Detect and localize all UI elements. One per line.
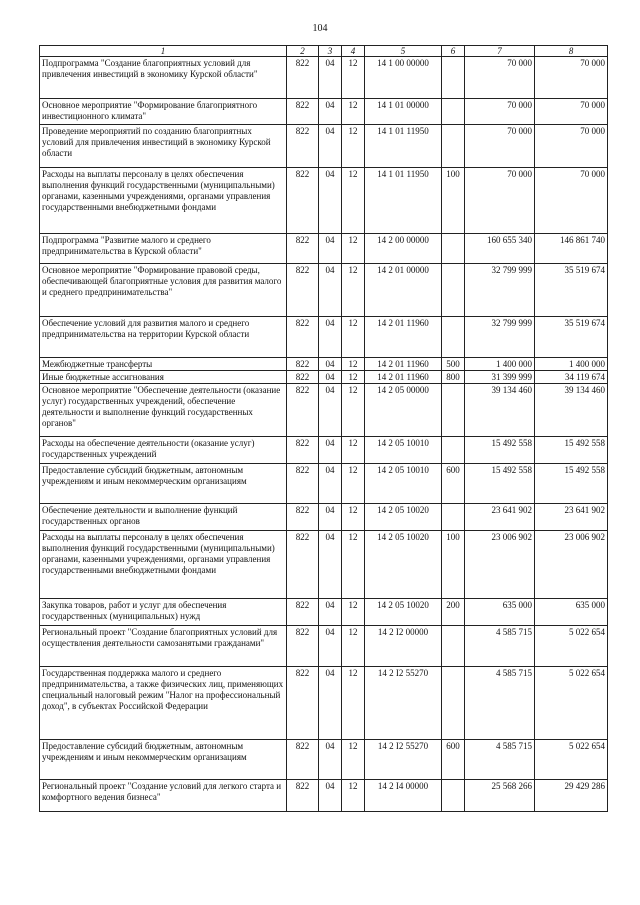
- cell-amount-year-2: 15 492 558: [535, 437, 608, 464]
- cell-target-article: 14 1 00 00000: [365, 57, 442, 99]
- cell-expense-type: [442, 317, 465, 358]
- cell-amount-year-1: 15 492 558: [465, 464, 535, 504]
- cell-name: Региональный проект "Создание условий для легкого старта и комфортного ведения бизнеса": [40, 780, 287, 812]
- cell-admin-code: 822: [287, 358, 319, 371]
- cell-amount-year-2: 34 119 674: [535, 371, 608, 384]
- cell-expense-type: [442, 626, 465, 667]
- cell-target-article: 14 1 01 11950: [365, 168, 442, 234]
- budget-table: [39, 45, 608, 812]
- cell-subsection: 12: [342, 626, 365, 667]
- cell-expense-type: [442, 99, 465, 125]
- cell-name: Основное мероприятие "Формирование благоприятного инвестиционного климата": [40, 99, 287, 125]
- cell-expense-type: [442, 667, 465, 740]
- cell-admin-code: 822: [287, 626, 319, 667]
- cell-amount-year-2: 39 134 460: [535, 384, 608, 437]
- cell-target-article: 14 2 00 00000: [365, 234, 442, 264]
- cell-target-article: 14 2 05 10020: [365, 599, 442, 626]
- cell-name: Региональный проект "Создание благоприятных условий для осуществления деятельности самозанятыми гражданами": [40, 626, 287, 667]
- cell-amount-year-1: 32 799 999: [465, 264, 535, 317]
- cell-name: Предоставление субсидий бюджетным, автономным учреждениям и иным некоммерческим организациям: [40, 740, 287, 780]
- cell-name: Иные бюджетные ассигнования: [40, 371, 287, 384]
- cell-target-article: 14 1 01 11950: [365, 125, 442, 168]
- cell-amount-year-1: 15 492 558: [465, 437, 535, 464]
- cell-amount-year-1: 31 399 999: [465, 371, 535, 384]
- table-row: [40, 317, 608, 358]
- cell-admin-code: 822: [287, 437, 319, 464]
- table-row: [40, 464, 608, 504]
- table-row: [40, 599, 608, 626]
- cell-name: Межбюджетные трансферты: [40, 358, 287, 371]
- cell-target-article: 14 2 01 00000: [365, 264, 442, 317]
- page-number: 104: [312, 23, 328, 34]
- cell-amount-year-2: 23 641 902: [535, 504, 608, 531]
- cell-expense-type: 600: [442, 464, 465, 504]
- table-row: [40, 780, 608, 812]
- cell-expense-type: 600: [442, 740, 465, 780]
- cell-amount-year-1: 4 585 715: [465, 667, 535, 740]
- cell-name: Обеспечение деятельности и выполнение функций государственных органов: [40, 504, 287, 531]
- cell-section: 04: [319, 358, 342, 371]
- table-row: [40, 626, 608, 667]
- cell-admin-code: 822: [287, 384, 319, 437]
- cell-admin-code: 822: [287, 504, 319, 531]
- cell-section: 04: [319, 740, 342, 780]
- cell-admin-code: 822: [287, 264, 319, 317]
- cell-expense-type: 200: [442, 599, 465, 626]
- cell-amount-year-1: 25 568 266: [465, 780, 535, 812]
- cell-expense-type: 500: [442, 358, 465, 371]
- cell-target-article: 14 2 I2 55270: [365, 740, 442, 780]
- cell-expense-type: 100: [442, 168, 465, 234]
- header-col-2: 2: [287, 46, 319, 57]
- table-row: [40, 99, 608, 125]
- cell-target-article: 14 2 05 10020: [365, 504, 442, 531]
- cell-admin-code: 822: [287, 667, 319, 740]
- cell-amount-year-2: 15 492 558: [535, 464, 608, 504]
- cell-section: 04: [319, 531, 342, 599]
- cell-section: 04: [319, 99, 342, 125]
- cell-amount-year-1: 4 585 715: [465, 740, 535, 780]
- cell-name: Расходы на выплаты персоналу в целях обеспечения выполнения функций государственными (муниципальными) органами, казенными учреждениями, органами управления государственными внебюджетными фондами: [40, 168, 287, 234]
- cell-amount-year-1: 70 000: [465, 57, 535, 99]
- header-col-1: 1: [40, 46, 287, 57]
- cell-amount-year-2: 70 000: [535, 125, 608, 168]
- cell-admin-code: 822: [287, 317, 319, 358]
- cell-section: 04: [319, 437, 342, 464]
- cell-expense-type: 800: [442, 371, 465, 384]
- cell-name: Основное мероприятие "Обеспечение деятельности (оказание услуг) государственных учреждений, обеспечение деятельности и выполнение функций государственных органов": [40, 384, 287, 437]
- cell-subsection: 12: [342, 125, 365, 168]
- cell-subsection: 12: [342, 384, 365, 437]
- cell-section: 04: [319, 125, 342, 168]
- cell-amount-year-2: 5 022 654: [535, 740, 608, 780]
- header-col-6: 6: [442, 46, 465, 57]
- cell-section: 04: [319, 234, 342, 264]
- cell-amount-year-1: 635 000: [465, 599, 535, 626]
- cell-section: 04: [319, 317, 342, 358]
- cell-section: 04: [319, 504, 342, 531]
- table-row: [40, 125, 608, 168]
- cell-subsection: 12: [342, 667, 365, 740]
- cell-amount-year-2: 70 000: [535, 57, 608, 99]
- cell-subsection: 12: [342, 358, 365, 371]
- cell-amount-year-2: 70 000: [535, 168, 608, 234]
- cell-expense-type: [442, 384, 465, 437]
- cell-name: Обеспечение условий для развития малого и среднего предпринимательства на территории Курской области: [40, 317, 287, 358]
- cell-name: Проведение мероприятий по созданию благоприятных условий для привлечения инвестиций в экономику Курской области: [40, 125, 287, 168]
- cell-target-article: 14 2 05 10010: [365, 464, 442, 504]
- cell-name: Расходы на обеспечение деятельности (оказание услуг) государственных учреждений: [40, 437, 287, 464]
- cell-target-article: 14 2 01 11960: [365, 358, 442, 371]
- cell-amount-year-2: 23 006 902: [535, 531, 608, 599]
- cell-expense-type: [442, 504, 465, 531]
- cell-subsection: 12: [342, 437, 365, 464]
- cell-name: Государственная поддержка малого и среднего предпринимательства, а также физических лиц, применяющих специальный налоговый режим "Налог на профессиональный доход", в субъектах Российской Федерации: [40, 667, 287, 740]
- cell-amount-year-1: 160 655 340: [465, 234, 535, 264]
- cell-name: Подпрограмма "Создание благоприятных условий для привлечения инвестиций в экономику Курской области": [40, 57, 287, 99]
- table-row: [40, 168, 608, 234]
- header-col-7: 7: [465, 46, 535, 57]
- cell-section: 04: [319, 57, 342, 99]
- cell-amount-year-1: 70 000: [465, 99, 535, 125]
- cell-expense-type: [442, 437, 465, 464]
- cell-section: 04: [319, 371, 342, 384]
- cell-subsection: 12: [342, 168, 365, 234]
- cell-admin-code: 822: [287, 464, 319, 504]
- cell-admin-code: 822: [287, 371, 319, 384]
- cell-admin-code: 822: [287, 599, 319, 626]
- cell-section: 04: [319, 464, 342, 504]
- cell-amount-year-1: 23 641 902: [465, 504, 535, 531]
- cell-amount-year-2: 29 429 286: [535, 780, 608, 812]
- cell-expense-type: [442, 57, 465, 99]
- cell-amount-year-2: 35 519 674: [535, 317, 608, 358]
- cell-subsection: 12: [342, 740, 365, 780]
- header-row: [40, 46, 608, 57]
- cell-name: Основное мероприятие "Формирование правовой среды, обеспечивающей благоприятные условия для развития малого и среднего предпринимательства": [40, 264, 287, 317]
- cell-target-article: 14 1 01 00000: [365, 99, 442, 125]
- cell-section: 04: [319, 667, 342, 740]
- table-row: [40, 384, 608, 437]
- cell-target-article: 14 2 I2 00000: [365, 626, 442, 667]
- cell-amount-year-1: 4 585 715: [465, 626, 535, 667]
- table-row: [40, 667, 608, 740]
- cell-subsection: 12: [342, 599, 365, 626]
- cell-amount-year-1: 70 000: [465, 168, 535, 234]
- cell-admin-code: 822: [287, 234, 319, 264]
- cell-name: Расходы на выплаты персоналу в целях обеспечения выполнения функций государственными (муниципальными) органами, казенными учреждениями, органами управления государственными внебюджетными фондами: [40, 531, 287, 599]
- cell-expense-type: [442, 780, 465, 812]
- cell-amount-year-1: 32 799 999: [465, 317, 535, 358]
- header-col-8: 8: [535, 46, 608, 57]
- header-col-4: 4: [342, 46, 365, 57]
- table-row: [40, 234, 608, 264]
- cell-admin-code: 822: [287, 740, 319, 780]
- cell-target-article: 14 2 01 11960: [365, 371, 442, 384]
- cell-amount-year-2: 70 000: [535, 99, 608, 125]
- cell-target-article: 14 2 I4 00000: [365, 780, 442, 812]
- cell-admin-code: 822: [287, 168, 319, 234]
- cell-admin-code: 822: [287, 125, 319, 168]
- cell-name: Предоставление субсидий бюджетным, автономным учреждениям и иным некоммерческим организациям: [40, 464, 287, 504]
- cell-subsection: 12: [342, 371, 365, 384]
- cell-subsection: 12: [342, 99, 365, 125]
- cell-amount-year-2: 635 000: [535, 599, 608, 626]
- cell-amount-year-2: 35 519 674: [535, 264, 608, 317]
- cell-amount-year-1: 1 400 000: [465, 358, 535, 371]
- cell-target-article: 14 2 01 11960: [365, 317, 442, 358]
- cell-section: 04: [319, 599, 342, 626]
- cell-target-article: 14 2 05 10010: [365, 437, 442, 464]
- cell-subsection: 12: [342, 504, 365, 531]
- cell-amount-year-2: 5 022 654: [535, 667, 608, 740]
- cell-amount-year-2: 5 022 654: [535, 626, 608, 667]
- cell-admin-code: 822: [287, 780, 319, 812]
- cell-subsection: 12: [342, 780, 365, 812]
- cell-subsection: 12: [342, 531, 365, 599]
- cell-subsection: 12: [342, 57, 365, 99]
- table-row: [40, 740, 608, 780]
- table-row: [40, 504, 608, 531]
- cell-section: 04: [319, 626, 342, 667]
- cell-amount-year-1: 70 000: [465, 125, 535, 168]
- table-row: [40, 371, 608, 384]
- cell-amount-year-2: 1 400 000: [535, 358, 608, 371]
- cell-name: Подпрограмма "Развитие малого и среднего предпринимательства в Курской области": [40, 234, 287, 264]
- cell-section: 04: [319, 780, 342, 812]
- cell-target-article: 14 2 05 00000: [365, 384, 442, 437]
- cell-admin-code: 822: [287, 531, 319, 599]
- table-body: [40, 57, 608, 812]
- cell-amount-year-2: 146 861 740: [535, 234, 608, 264]
- table-row: [40, 437, 608, 464]
- table-row: [40, 358, 608, 371]
- cell-expense-type: [442, 125, 465, 168]
- cell-amount-year-1: 23 006 902: [465, 531, 535, 599]
- cell-name: Закупка товаров, работ и услуг для обеспечения государственных (муниципальных) нужд: [40, 599, 287, 626]
- cell-subsection: 12: [342, 234, 365, 264]
- cell-section: 04: [319, 264, 342, 317]
- cell-expense-type: [442, 234, 465, 264]
- cell-target-article: 14 2 05 10020: [365, 531, 442, 599]
- cell-subsection: 12: [342, 264, 365, 317]
- header-col-5: 5: [365, 46, 442, 57]
- table-row: [40, 264, 608, 317]
- table-row: [40, 531, 608, 599]
- cell-target-article: 14 2 I2 55270: [365, 667, 442, 740]
- cell-subsection: 12: [342, 317, 365, 358]
- cell-expense-type: 100: [442, 531, 465, 599]
- cell-admin-code: 822: [287, 99, 319, 125]
- cell-subsection: 12: [342, 464, 365, 504]
- cell-expense-type: [442, 264, 465, 317]
- cell-admin-code: 822: [287, 57, 319, 99]
- cell-section: 04: [319, 168, 342, 234]
- header-col-3: 3: [319, 46, 342, 57]
- cell-amount-year-1: 39 134 460: [465, 384, 535, 437]
- cell-section: 04: [319, 384, 342, 437]
- table-row: [40, 57, 608, 99]
